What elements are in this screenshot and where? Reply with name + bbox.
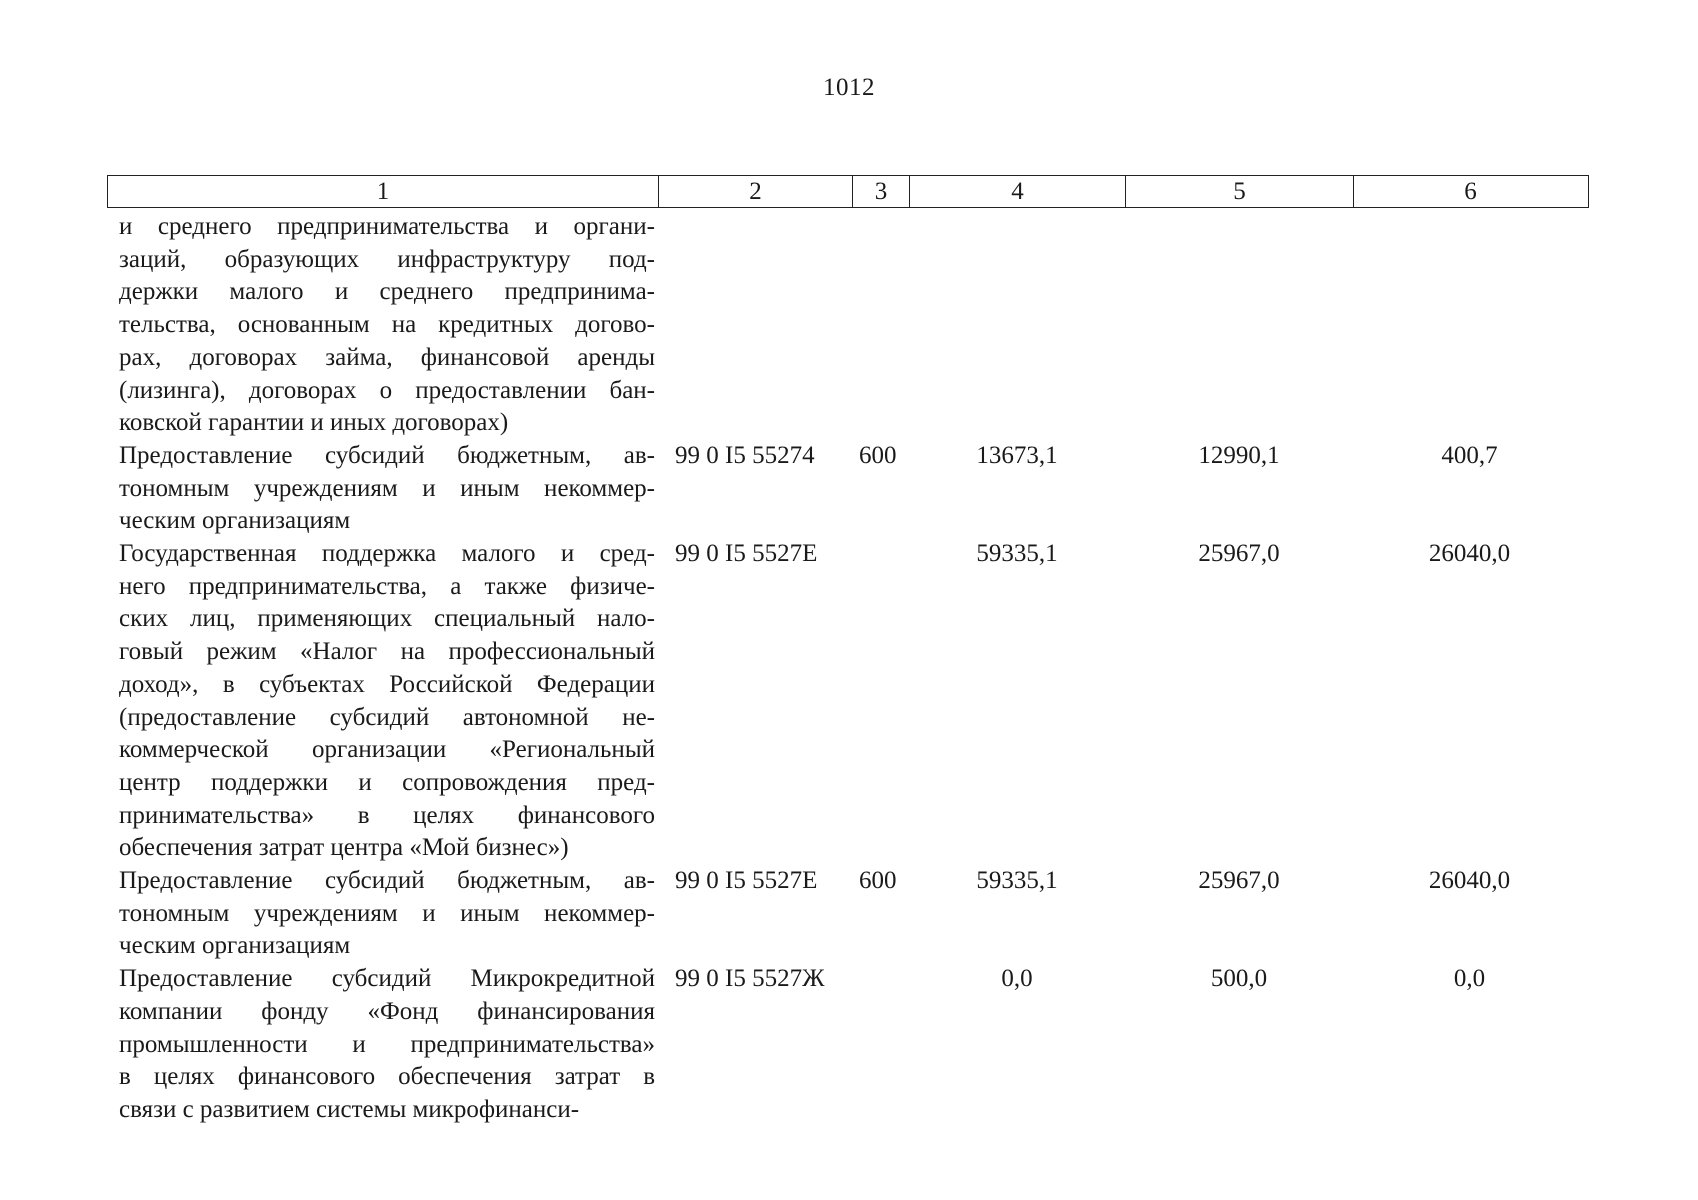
row-value-col-6: 26040,0 (1428, 867, 1511, 895)
table-body (107, 211, 1589, 1127)
row-expense-type: 600 (859, 867, 897, 895)
table-row (107, 440, 1589, 538)
description-line: тономным учреждениям и иным некоммер- (119, 474, 655, 502)
row-code: 99 0 I5 55274 (675, 441, 815, 469)
header-col-3: 3 (853, 176, 910, 207)
row-expense-type (852, 211, 909, 440)
header-col-4: 4 (910, 176, 1126, 207)
table-header-row (107, 175, 1589, 208)
description-line: центр поддержки и сопровождения пред- (119, 768, 655, 796)
description-line: Предоставление субсидий бюджетным, ав- (119, 867, 655, 895)
description-line: него предпринимательства, а также физиче- (119, 572, 655, 600)
row-value-col-6 (1353, 211, 1586, 440)
description-line: (предоставление субсидий автономной не- (119, 703, 655, 731)
row-value-col-5: 500,0 (1210, 965, 1268, 993)
description-line: ских лиц, применяющих специальный нало- (119, 605, 655, 633)
description-line: держки малого и среднего предпринима- (119, 278, 655, 306)
description-line: коммерческой организации «Региональный (119, 736, 655, 764)
description-line: промышленности и предпринимательства» (119, 1030, 655, 1058)
row-code: 99 0 I5 5527Ж (675, 965, 825, 993)
description-line: говый режим «Налог на профессиональный (119, 638, 655, 666)
row-expense-type: 600 (859, 441, 897, 469)
row-code: 99 0 I5 5527E (675, 867, 818, 895)
header-col-5: 5 (1126, 176, 1354, 207)
row-value-col-4: 13673,1 (976, 441, 1058, 469)
row-description (107, 211, 658, 440)
description-line: и среднего предпринимательства и органи- (119, 213, 655, 240)
description-line: ковской гарантии и иных договорах) (119, 409, 509, 437)
description-line: Предоставление субсидий Микрокредитной (119, 965, 655, 993)
row-value-col-5: 25967,0 (1198, 867, 1280, 895)
description-line: Государственная поддержка малого и сред- (119, 540, 655, 568)
page-number: 1012 (823, 74, 875, 101)
row-expense-type (852, 963, 909, 1127)
description-line: (лизинга), договорах о предоставлении бан- (119, 376, 655, 404)
row-value-col-6: 400,7 (1441, 441, 1498, 469)
row-description (107, 865, 658, 963)
description-line: принимательства» в целях финансового (119, 801, 655, 829)
header-col-1: 1 (108, 176, 659, 207)
row-value-col-4: 0,0 (1001, 965, 1033, 993)
row-value-col-5: 25967,0 (1198, 540, 1280, 568)
description-line: ческим организациям (119, 507, 351, 535)
header-col-6: 6 (1464, 178, 1477, 205)
row-value-col-4: 59335,1 (976, 540, 1058, 568)
row-value-col-6: 0,0 (1453, 965, 1486, 993)
description-line: связи с развитием системы микрофинанси- (119, 1095, 580, 1123)
header-col-2: 2 (659, 176, 853, 207)
description-line: рах, договорах займа, финансовой аренды (119, 343, 655, 371)
table-row (107, 963, 1589, 1127)
row-value-col-4: 59335,1 (976, 867, 1058, 895)
row-code (658, 211, 852, 440)
description-line: обеспечения затрат центра «Мой бизнес») (119, 834, 569, 862)
description-line: ческим организациям (119, 932, 351, 960)
description-line: компании фонду «Фонд финансирования (119, 997, 655, 1025)
row-value-col-4 (909, 211, 1125, 440)
row-value-col-5: 12990,1 (1198, 441, 1280, 469)
row-description (107, 963, 658, 1127)
row-value-col-6: 26040,0 (1428, 540, 1511, 568)
row-value-col-5 (1125, 211, 1353, 440)
table-row (107, 865, 1589, 963)
row-code: 99 0 I5 5527E (675, 540, 818, 568)
row-description (107, 538, 658, 865)
table-row (107, 211, 1589, 440)
description-line: тельства, основанным на кредитных догово- (119, 311, 655, 339)
row-description (107, 440, 658, 538)
description-line: тономным учреждениям и иным некоммер- (119, 899, 655, 927)
table-row (107, 538, 1589, 865)
description-line: Предоставление субсидий бюджетным, ав- (119, 441, 655, 469)
description-line: в целях финансового обеспечения затрат в (119, 1063, 655, 1091)
description-line: доход», в субъектах Российской Федерации (119, 670, 655, 698)
description-line: заций, образующих инфраструктуру под- (119, 245, 655, 273)
row-expense-type (852, 538, 909, 865)
